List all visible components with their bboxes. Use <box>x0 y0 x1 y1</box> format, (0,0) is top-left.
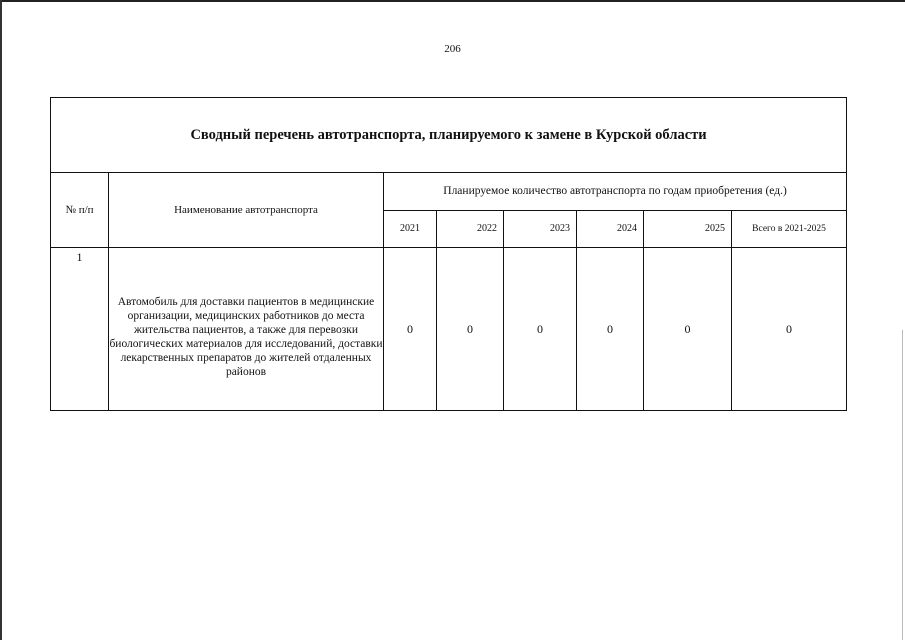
row-number-text: 1 <box>76 250 83 264</box>
table-title: Сводный перечень автотранспорта, планируемого к замене в Курской области <box>51 98 847 173</box>
summary-table <box>50 97 847 411</box>
header-plan: Планируемое количество автотранспорта по годам приобретения (ед.) <box>384 173 847 211</box>
value-2022: 0 <box>437 248 504 411</box>
header-year-2022: 2022 <box>437 210 504 248</box>
header-year-2024: 2024 <box>577 210 644 248</box>
value-2021: 0 <box>384 248 437 411</box>
header-name: Наименование автотранспорта <box>109 173 384 248</box>
scan-border-right <box>902 330 903 640</box>
page-number: 206 <box>444 43 461 55</box>
header-num: № п/п <box>51 173 109 248</box>
row-number <box>51 248 109 411</box>
row-name <box>109 248 384 411</box>
header-year-2021: 2021 <box>384 210 437 248</box>
header-year-2023: 2023 <box>504 210 577 248</box>
scan-border-left <box>0 0 2 640</box>
header-total: Всего в 2021-2025 <box>732 210 847 248</box>
value-2023: 0 <box>504 248 577 411</box>
header-year-2025: 2025 <box>644 210 732 248</box>
value-total: 0 <box>732 248 847 411</box>
scan-border-top <box>0 0 905 2</box>
row-name-text: Автомобиль для доставки пациентов в медицинские организации, медицинских работников до места жительства пациентов, а также для перевозки биологических материалов для исследований, доставки лекарственных препаратов до жителей отдаленных районов <box>109 296 383 378</box>
table-row <box>51 248 847 411</box>
value-2024: 0 <box>577 248 644 411</box>
value-2025: 0 <box>644 248 732 411</box>
